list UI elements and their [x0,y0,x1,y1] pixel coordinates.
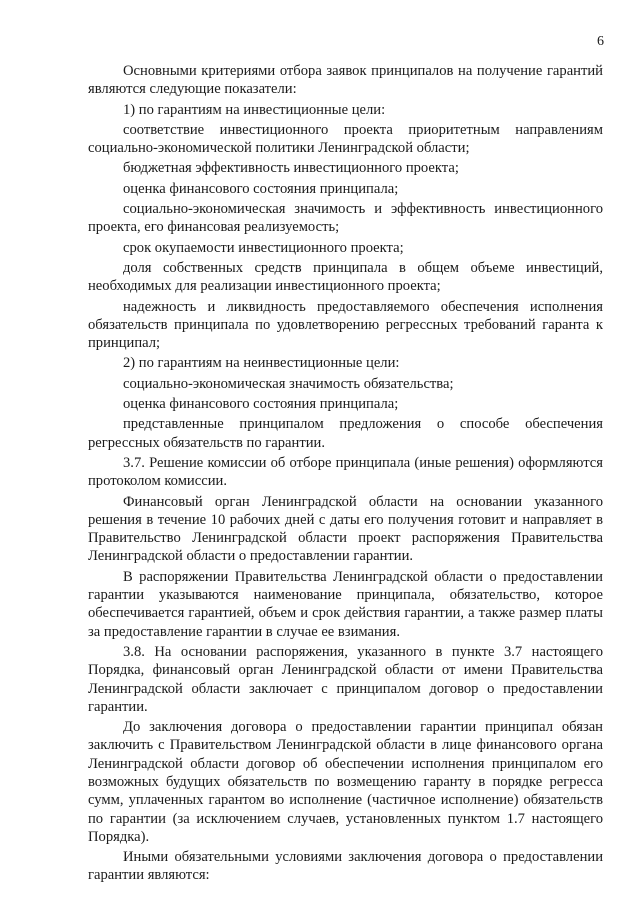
paragraph-financial-assessment: оценка финансового состояния принципала; [123,180,399,197]
document-body [88,62,603,887]
paragraph-section-3-7: 3.7. Решение комиссии об отборе принципала (иные решения) оформляются протоколом комиссии. [88,454,603,490]
paragraph-financial-assessment-2: оценка финансового состояния принципала; [123,396,399,413]
paragraph-payback-period: срок окупаемости инвестиционного проекта; [123,239,404,256]
paragraph-project-compliance: соответствие инвестиционного проекта приоритетным направлениям социально-экономической политики Ленинградской области; [88,121,603,157]
paragraph-other-conditions: Иными обязательными условиями заключения договора о предоставлении гарантии являются: [88,849,603,884]
paragraph-pre-contract-obligation: До заключения договора о предоставлении гарантии принципал обязан заключить с Правительством Ленинградской области в лице финансового органа Ленинградской области договор об обеспечении исполнения принципалом его возможных будущих обязательств по возмещению гаранту в порядке регресса сумм, уплаченных гарантом во исполнение (частичное исполнение) обязательств по гарантии (за исключением случаев, установленных пунктом 1.7 настоящего Порядка). [88,719,603,845]
paragraph-financial-body-draft: Финансовый орган Ленинградской области на основании указанного решения в течение 10 рабочих дней с даты его получения готовит и направляет в Правительство Ленинградской области проект распоряжения Правительства Ленинградской области о предоставлении гарантии. [88,493,603,565]
paragraph-order-contents: В распоряжении Правительства Ленинградской области о предоставлении гарантии указываются наименование принципала, обязательство, которое обеспечивается гарантией, объем и срок действия гарантии, а также размер платы за предоставление гарантии в случае ее взимания. [88,568,603,640]
paragraph-section-3-8: 3.8. На основании распоряжения, указанного в пункте 3.7 настоящего Порядка, финансовый орган Ленинградской области от имени Правительства Ленинградской области заключает с принципалом договор о предоставлении гарантии. [88,643,603,715]
paragraph-socio-economic-significance: социально-экономическая значимость и эффективность инвестиционного проекта, его финансовая реализуемость; [88,201,603,236]
paragraph-non-investment-heading: 2) по гарантиям на неинвестиционные цели: [123,355,400,372]
page-number: 6 [597,34,604,49]
paragraph-criteria-intro: Основными критериями отбора заявок принципалов на получение гарантий являются следующие показатели: [88,63,603,98]
paragraph-own-funds-share: доля собственных средств принципала в общем объеме инвестиций, необходимых для реализации инвестиционного проекта; [88,259,603,295]
paragraph-security-reliability: надежность и ликвидность предоставляемого обеспечения исполнения обязательств принципала по удовлетворению регрессных требований гаранта к принципал; [88,298,603,352]
paragraph-obligation-significance: социально-экономическая значимость обязательства; [123,375,454,392]
paragraph-budget-efficiency: бюджетная эффективность инвестиционного проекта; [123,160,459,177]
paragraph-security-proposals: представленные принципалом предложения о способе обеспечения регрессных обязательств по гарантии. [88,416,603,451]
paragraph-investment-heading: 1) по гарантиям на инвестиционные цели: [123,101,386,118]
